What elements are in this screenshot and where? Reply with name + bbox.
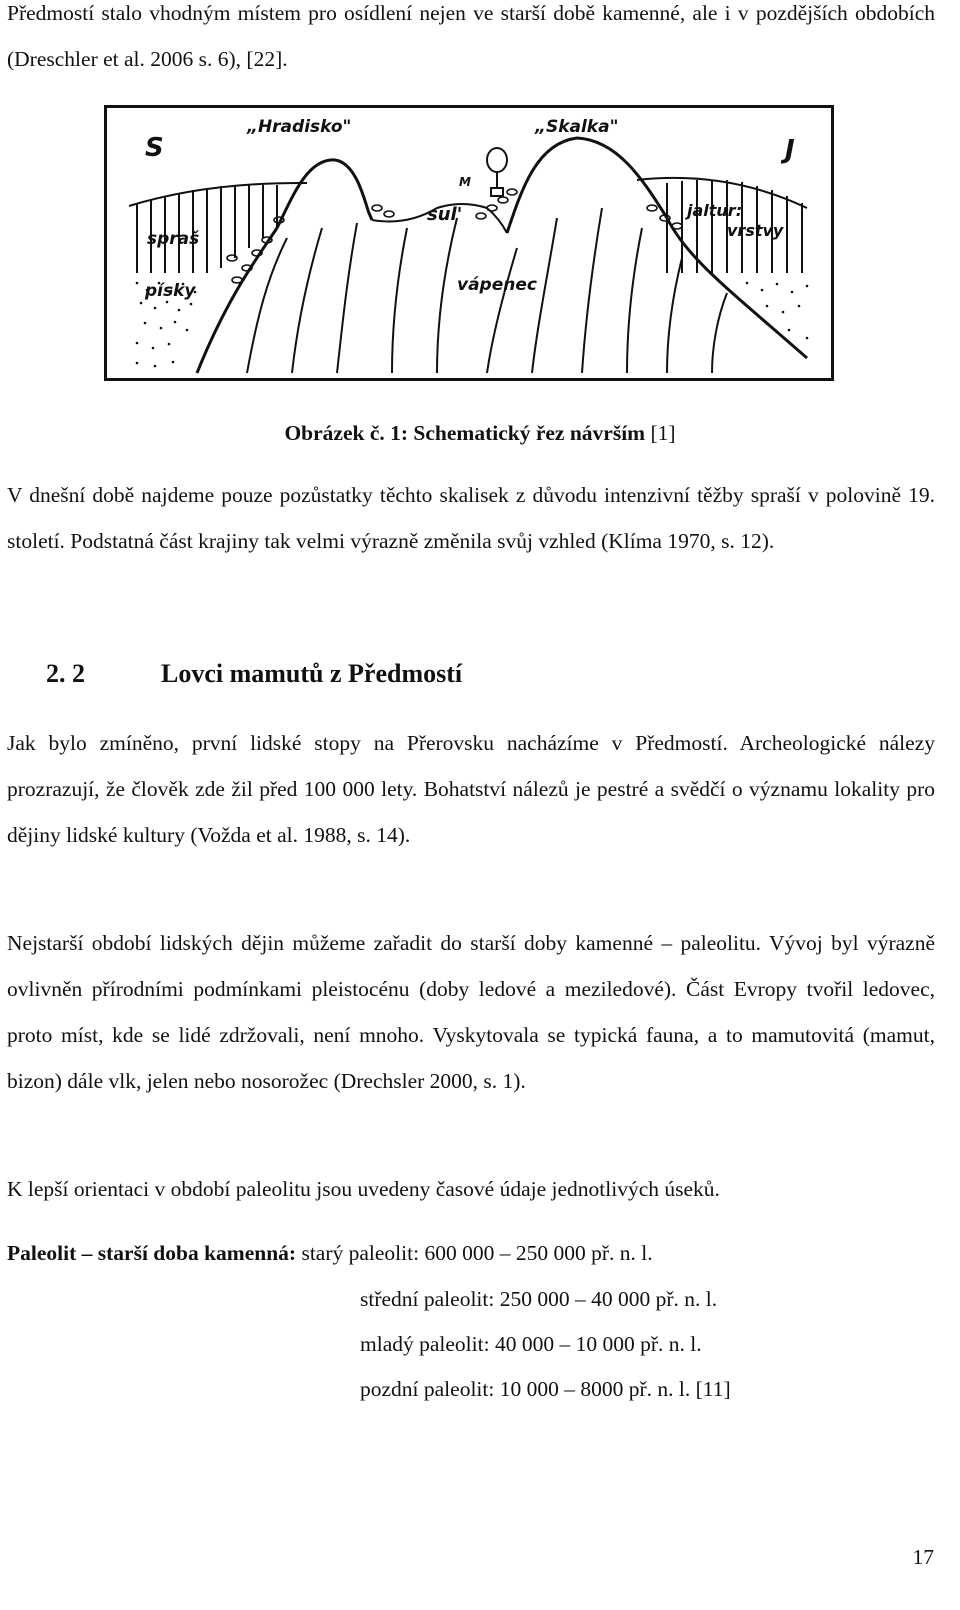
label-sul: sul': [427, 204, 463, 225]
section-title: Lovci mamutů z Předmostí: [161, 659, 463, 688]
label-pisky: písky: [145, 281, 196, 301]
paragraph-5: K lepší orientaci v období paleolitu jsou uvedeny časové údaje jednotlivých úseků.: [7, 1177, 720, 1201]
label-north: S: [145, 133, 164, 163]
period-item: střední paleolit: 250 000 – 40 000 př. n. l.: [360, 1287, 718, 1311]
paragraph-3: Jak bylo zmíněno, první lidské stopy na Přerovsku nacházíme v Předmostí. Archeologické nálezy prozrazují, že člověk zde žil před 100 000 lety. Bohatství nálezů je pestré a svědčí o významu lokality pro dějiny lidské kultury (Vožda et al. 1988, s. 14).: [7, 731, 935, 847]
intro-paragraph: Předmostí stalo vhodným místem pro osídlení nejen ve starší době kamenné, ale i v pozdějších obdobích (Dreschler et al. 2006 s. 6), [22].: [7, 1, 935, 71]
cross-section-drawing: [107, 108, 831, 378]
period-item: mladý paleolit: 40 000 – 10 000 př. n. l.: [360, 1332, 702, 1356]
label-jurske-1: jaltur:: [687, 201, 743, 220]
paragraph-2: V dnešní době najdeme pouze pozůstatky těchto skalisek z důvodu intenzivní těžby spraší v polovině 19. století. Podstatná část krajiny tak velmi výrazně změnila svůj vzhled (Klíma 1970, s. 12).: [7, 483, 935, 553]
label-south: J: [785, 135, 795, 165]
section-heading: [46, 656, 462, 692]
section-number: 2. 2: [46, 659, 85, 688]
label-jurske-2: vrstvy: [727, 221, 784, 240]
paragraph-4: Nejstarší období lidských dějin můžeme zařadit do starší doby kamenné – paleolitu. Vývoj byl výrazně ovlivněn přírodními podmínkami pleistocénu (doby ledové a meziledové). Část Evropy tvořil ledovec, proto míst, kde se lidé zdržovali, není mnoho. Vyskytovala se typická fauna, a to mamutovitá (mamut, bizon) dále vlk, jelen nebo nosorožec (Drechsler 2000, s. 1).: [7, 931, 935, 1093]
figure-caption: [0, 418, 960, 448]
caption-label: Obrázek č. 1:: [284, 421, 409, 445]
periods-label: Paleolit – starší doba kamenná:: [7, 1241, 297, 1265]
label-spras: spraš: [147, 229, 200, 249]
period-row-1: [7, 1238, 653, 1268]
label-vapenec: vápenec: [457, 275, 537, 295]
page-number: 17: [912, 1545, 934, 1569]
label-hill-left: „Hradisko": [247, 117, 352, 137]
period-item: pozdní paleolit: 10 000 – 8000 př. n. l. [11]: [360, 1377, 731, 1401]
period-item: starý paleolit: 600 000 – 250 000 př. n. l.: [301, 1241, 653, 1265]
caption-reference: [1]: [650, 421, 676, 445]
caption-title: Schematický řez návrším: [413, 421, 646, 445]
label-m: M: [459, 175, 471, 189]
cross-section-figure: [104, 105, 834, 381]
label-hill-right: „Skalka": [535, 117, 619, 137]
tree-symbol: [487, 148, 507, 196]
